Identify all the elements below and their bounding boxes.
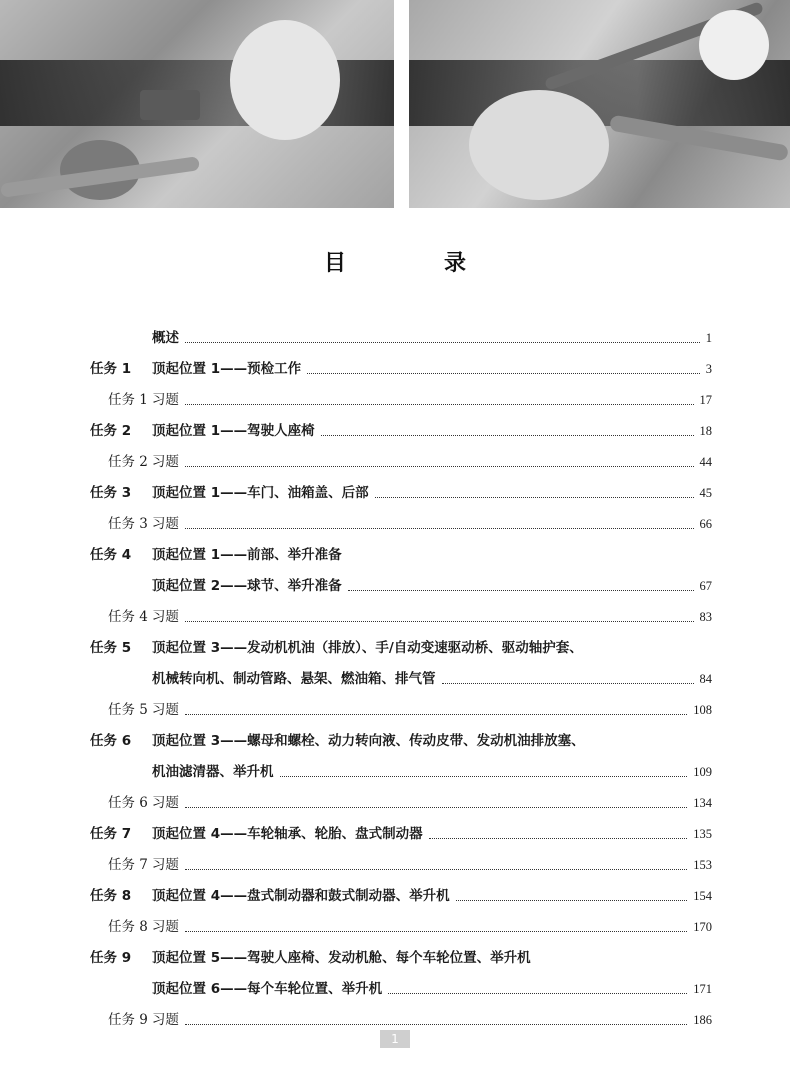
dot-leader	[348, 589, 694, 591]
toc-entry-title: 机械转向机、制动管路、悬架、燃油箱、排气管	[152, 671, 436, 687]
dot-leader	[456, 899, 688, 901]
toc-entry-page: 135	[693, 827, 712, 841]
toc-entry[interactable]	[152, 758, 712, 782]
toc-entry-title: 习题	[151, 1012, 179, 1028]
toc-entry-title: 顶起位置 1——前部、举升准备	[152, 547, 342, 563]
toc-entry[interactable]	[90, 820, 712, 844]
dot-leader	[185, 620, 694, 622]
toc-entry-page: 154	[693, 889, 712, 903]
toc-entry-page: 153	[693, 858, 712, 872]
toc-entry-number: 任务 1	[108, 392, 148, 408]
toc-entry-number: 任务 2	[108, 454, 148, 470]
toc-entry-title: 习题	[151, 516, 179, 532]
dot-leader	[429, 837, 688, 839]
toc-entry-page: 66	[699, 517, 712, 531]
toc-entry[interactable]	[90, 541, 712, 565]
toc-entry-number: 任务 9	[108, 1012, 148, 1028]
toc-entry[interactable]	[152, 975, 712, 999]
toc-entry-title: 习题	[151, 392, 179, 408]
toc-entry-title: 习题	[151, 919, 179, 935]
toc-entry-number: 任务 4	[90, 547, 132, 563]
dot-leader	[185, 1023, 687, 1025]
dot-leader	[185, 930, 687, 932]
toc-entry-page: 18	[699, 424, 712, 438]
toc-entry[interactable]	[90, 634, 712, 658]
toc-entry[interactable]	[90, 324, 712, 348]
dot-leader	[388, 992, 687, 994]
dot-leader	[185, 806, 687, 808]
toc-entry[interactable]	[90, 727, 712, 751]
dot-leader	[321, 434, 694, 436]
dot-leader	[185, 341, 700, 343]
dot-leader	[185, 868, 687, 870]
toc-entry-number: 任务 2	[90, 423, 132, 439]
toc-entry[interactable]	[90, 417, 712, 441]
toc-entry[interactable]	[152, 665, 712, 689]
toc-entry[interactable]	[108, 851, 712, 875]
toc-entry-title: 习题	[151, 454, 179, 470]
toc-entry-title: 机油滤清器、举升机	[152, 764, 274, 780]
toc-entry-title: 顶起位置 1——车门、油箱盖、后部	[152, 485, 369, 501]
dot-leader	[280, 775, 688, 777]
toc-entry-title: 顶起位置 6——每个车轮位置、举升机	[152, 981, 383, 997]
toc-entry[interactable]	[108, 1006, 712, 1030]
dot-leader	[185, 465, 694, 467]
toc-entry-number: 任务 4	[108, 609, 148, 625]
toc-entry[interactable]	[90, 355, 712, 379]
toc-entry-title: 概述	[152, 330, 179, 346]
toc-entry-title: 顶起位置 4——盘式制动器和鼓式制动器、举升机	[152, 888, 450, 904]
page-number-badge: 1	[380, 1030, 410, 1048]
toc-entry-title: 顶起位置 1——驾驶人座椅	[152, 423, 315, 439]
toc-entry-title: 顶起位置 3——螺母和螺栓、动力转向液、传动皮带、发动机油排放塞、	[152, 733, 585, 749]
toc-entry-number: 任务 3	[108, 516, 148, 532]
toc-entry-title: 顶起位置 3——发动机机油（排放）、手/自动变速驱动桥、驱动轴护套、	[152, 640, 583, 656]
toc-entry-number: 任务 1	[90, 361, 132, 377]
toc-entry-title: 顶起位置 5——驾驶人座椅、发动机舱、每个车轮位置、举升机	[152, 950, 531, 966]
toc-entry[interactable]	[108, 789, 712, 813]
toc-entry-page: 1	[705, 331, 712, 345]
toc-entry-number: 任务 8	[90, 888, 132, 904]
toc-entry[interactable]	[108, 448, 712, 472]
toc-entry-page: 108	[693, 703, 712, 717]
toc-entry-page: 44	[699, 455, 712, 469]
toc-entry[interactable]	[90, 479, 712, 503]
toc-entry-title: 顶起位置 4——车轮轴承、轮胎、盘式制动器	[152, 826, 423, 842]
toc-entry-page: 83	[699, 610, 712, 624]
toc-entry-title: 习题	[151, 795, 179, 811]
toc-entry-page: 186	[693, 1013, 712, 1027]
toc-entry-title: 习题	[151, 857, 179, 873]
page-title: 目 录	[323, 251, 504, 276]
toc-entry-page: 84	[699, 672, 712, 686]
dot-leader	[185, 527, 694, 529]
toc-entry-title: 顶起位置 2——球节、举升准备	[152, 578, 342, 594]
toc-entry-page: 17	[699, 393, 712, 407]
dot-leader	[442, 682, 694, 684]
toc-entry-title: 顶起位置 1——预检工作	[152, 361, 302, 377]
toc-entry-page: 3	[705, 362, 712, 376]
toc-entry[interactable]	[90, 944, 712, 968]
toc-entry-number: 任务 6	[108, 795, 148, 811]
toc-entry[interactable]	[90, 882, 712, 906]
toc-entry[interactable]	[108, 603, 712, 627]
dot-leader	[185, 713, 687, 715]
toc-entry[interactable]	[152, 572, 712, 596]
toc-entry-number: 任务 5	[108, 702, 148, 718]
toc-entry[interactable]	[108, 510, 712, 534]
toc-entry-number: 任务 7	[90, 826, 132, 842]
toc-entry-title: 习题	[151, 702, 179, 718]
toc-entry-page: 134	[693, 796, 712, 810]
toc-entry-number: 任务 6	[90, 733, 132, 749]
toc-entry-page: 67	[699, 579, 712, 593]
toc-entry-title: 习题	[151, 609, 179, 625]
toc-entry-number: 任务 8	[108, 919, 148, 935]
toc-entry[interactable]	[108, 386, 712, 410]
toc-entry-number: 任务 9	[90, 950, 132, 966]
toc-entry-number: 任务 5	[90, 640, 132, 656]
toc-entry-page: 45	[699, 486, 712, 500]
toc-entry-page: 171	[693, 982, 712, 996]
toc-entry-number: 任务 7	[108, 857, 148, 873]
toc-entry[interactable]	[108, 913, 712, 937]
toc-entry-number: 任务 3	[90, 485, 132, 501]
dot-leader	[307, 372, 700, 374]
toc-entry-page: 109	[693, 765, 712, 779]
toc-entry-page: 170	[693, 920, 712, 934]
header-photo-right	[409, 0, 790, 208]
toc-entry[interactable]	[108, 696, 712, 720]
dot-leader	[185, 403, 694, 405]
dot-leader	[375, 496, 694, 498]
header-photo-left	[0, 0, 394, 208]
